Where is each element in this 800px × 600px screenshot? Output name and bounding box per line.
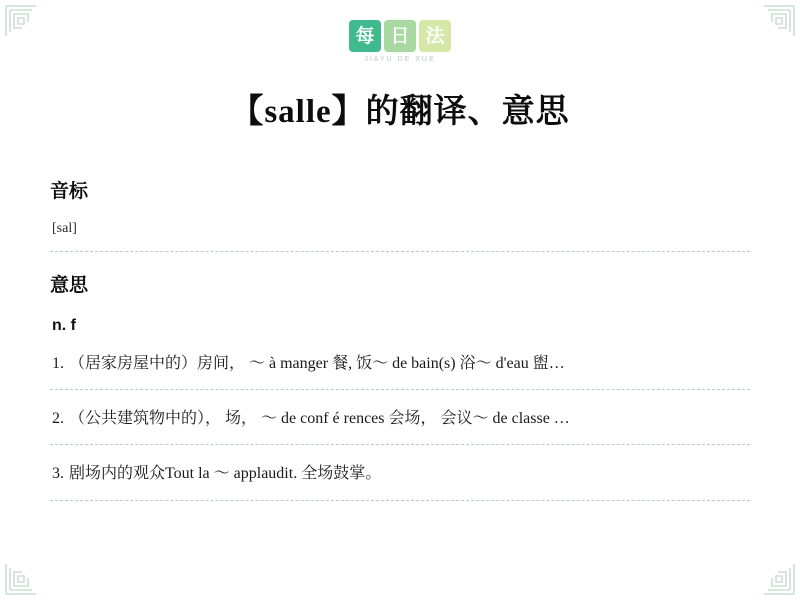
sense-item bbox=[52, 462, 750, 485]
title-left-bracket: 【 bbox=[230, 94, 265, 130]
logo-block-2: 日 bbox=[384, 20, 416, 52]
section-heading-phonetic: 音标 bbox=[50, 181, 89, 202]
title-headword: salle bbox=[264, 94, 332, 130]
part-of-speech: n. f bbox=[52, 317, 76, 334]
title-right-bracket: 】 bbox=[331, 94, 366, 130]
logo-block-3: 法 bbox=[419, 20, 451, 52]
sense-number: 1. bbox=[52, 355, 64, 372]
divider-after-phonetic bbox=[50, 251, 750, 252]
sense-number: 3. bbox=[52, 465, 64, 483]
sense-item bbox=[52, 352, 750, 375]
sense-item bbox=[52, 407, 750, 430]
logo-block-1: 每 bbox=[349, 20, 381, 52]
sense-text: （公共建筑物中的）， 场， ～ de conf é rences 会场， 会议～ de classe … bbox=[69, 410, 570, 428]
sense-number: 2. bbox=[52, 410, 64, 428]
logo-blocks bbox=[349, 20, 451, 52]
title-tail: 的翻译、意思 bbox=[365, 94, 570, 130]
phonetic-value: [sal] bbox=[52, 221, 77, 236]
sense-text: 剧场内的观众Tout la ～ applaudit. 全场鼓掌。 bbox=[69, 465, 382, 483]
sense-text: （居家房屋中的）房间， ～ à manger 餐, 饭～ de bain(s) 浴～ d'eau 盥… bbox=[69, 355, 565, 372]
site-logo[interactable] bbox=[50, 20, 750, 63]
section-heading-meaning: 意思 bbox=[50, 275, 89, 296]
page-title bbox=[50, 85, 750, 132]
divider-after-sense-2 bbox=[50, 444, 750, 445]
divider-after-sense-1 bbox=[50, 389, 750, 390]
logo-subtitle: JIAYU DE XUE bbox=[364, 56, 436, 63]
divider-after-sense-3 bbox=[50, 500, 750, 501]
